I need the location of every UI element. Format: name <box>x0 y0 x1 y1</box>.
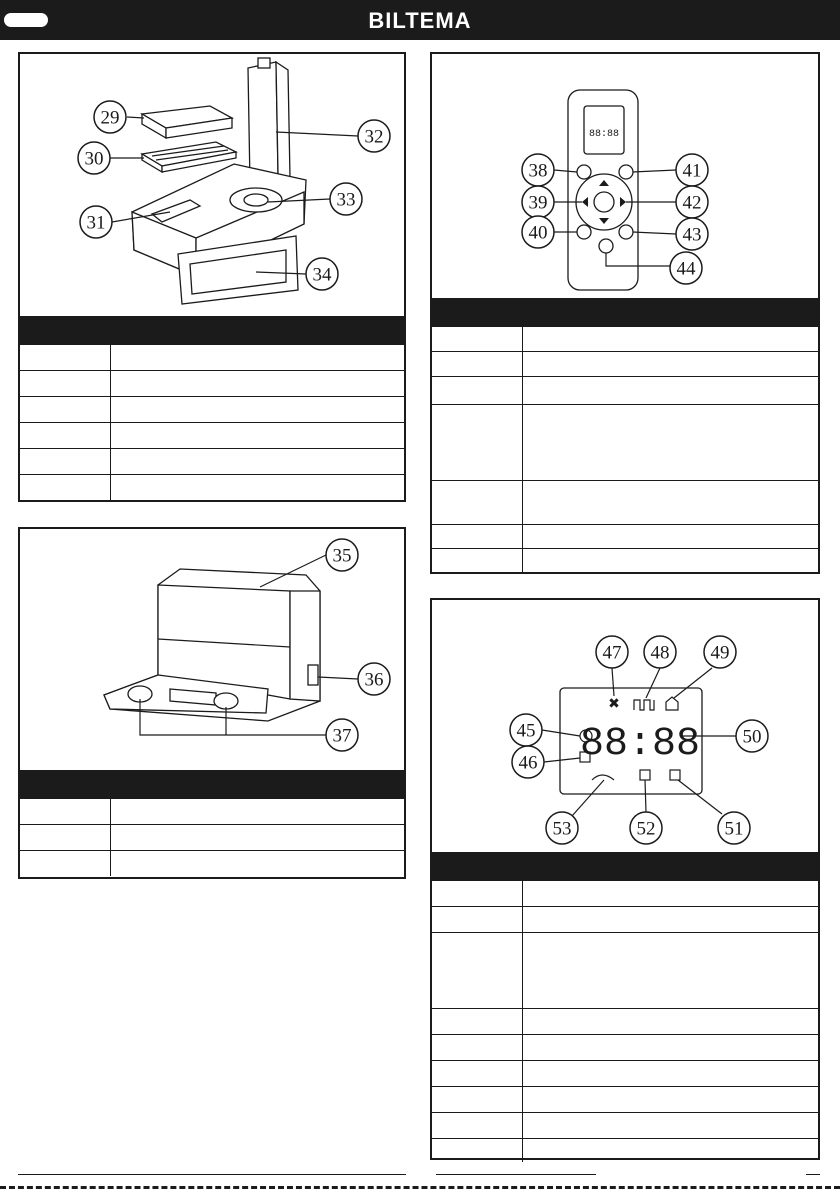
callout-29 <box>94 101 144 133</box>
table-row <box>20 344 404 370</box>
table-row <box>432 404 818 480</box>
svg-text:43: 43 <box>682 224 702 246</box>
svg-text:33: 33 <box>336 189 356 211</box>
svg-text:42: 42 <box>682 192 702 214</box>
footer-rule-middle <box>436 1174 596 1175</box>
svg-text:46: 46 <box>518 752 538 774</box>
remote-illustration <box>568 90 638 290</box>
table-row <box>432 1008 818 1034</box>
svg-text:41: 41 <box>682 160 702 182</box>
svg-text:38: 38 <box>528 160 548 182</box>
remote-panel <box>430 52 820 574</box>
svg-text:37: 37 <box>332 725 352 747</box>
table-row <box>20 370 404 396</box>
table-row <box>432 326 818 351</box>
display-illustration <box>560 688 702 794</box>
table-row <box>432 480 818 524</box>
table-row <box>20 422 404 448</box>
brand-logo: BILTEMA <box>368 8 472 33</box>
footer-rule-right <box>806 1174 820 1175</box>
table-row <box>20 824 404 850</box>
remote-buttons-table <box>432 298 818 574</box>
footer-rule-left <box>18 1174 406 1175</box>
table-row <box>20 850 404 876</box>
dock-parts-table <box>20 770 404 876</box>
svg-text:39: 39 <box>528 192 548 214</box>
table-row <box>432 1138 818 1162</box>
svg-text:47: 47 <box>602 642 622 664</box>
table-row <box>20 448 404 474</box>
svg-text:52: 52 <box>636 818 656 840</box>
dock-illustration <box>104 569 320 721</box>
svg-text:48: 48 <box>650 642 670 664</box>
table-row <box>432 376 818 404</box>
svg-text:34: 34 <box>312 264 332 286</box>
svg-text:29: 29 <box>100 107 120 129</box>
table-header-bar <box>20 770 404 798</box>
table-row <box>432 1034 818 1060</box>
table-row <box>432 880 818 906</box>
table-header-bar <box>432 852 818 880</box>
remote-figure <box>432 54 818 298</box>
table-header-bar <box>20 316 404 344</box>
filter-frame-illustration <box>142 142 236 172</box>
dock-panel <box>18 527 406 879</box>
table-row <box>432 932 818 1008</box>
table-row <box>432 524 818 548</box>
callout-36 <box>318 663 390 695</box>
table-row <box>432 906 818 932</box>
svg-text:30: 30 <box>84 148 104 170</box>
svg-text:49: 49 <box>710 642 730 664</box>
dustbin-figure <box>20 54 404 316</box>
cut-line <box>0 1186 840 1189</box>
filter-pad-illustration <box>142 106 232 138</box>
svg-text:45: 45 <box>516 720 536 742</box>
callout-32 <box>276 120 390 152</box>
dustbin-lid-illustration <box>248 58 290 184</box>
table-row <box>432 1086 818 1112</box>
table-row <box>432 1060 818 1086</box>
callout-43 <box>633 218 708 250</box>
svg-text:31: 31 <box>86 212 106 234</box>
display-panel <box>430 598 820 1160</box>
svg-text:40: 40 <box>528 222 548 244</box>
callout-30 <box>78 142 144 174</box>
dock-figure <box>20 529 404 769</box>
display-figure <box>432 600 818 852</box>
svg-text:50: 50 <box>742 726 762 748</box>
callout-41 <box>633 154 708 186</box>
table-row <box>432 1112 818 1138</box>
svg-text:36: 36 <box>364 669 384 691</box>
dustbin-panel <box>18 52 406 502</box>
table-row <box>432 351 818 376</box>
svg-text:88:88: 88:88 <box>579 722 701 767</box>
table-row <box>432 548 818 574</box>
svg-text:35: 35 <box>332 545 352 567</box>
table-row <box>20 396 404 422</box>
svg-text:53: 53 <box>552 818 572 840</box>
table-row <box>20 474 404 500</box>
table-row <box>20 798 404 824</box>
display-symbols-table <box>432 852 818 1162</box>
fan-icon: ✖ <box>608 695 620 711</box>
svg-text:32: 32 <box>364 126 384 148</box>
dustbin-parts-table <box>20 316 404 500</box>
table-header-bar <box>432 298 818 326</box>
top-bar <box>0 0 840 40</box>
svg-text:88:88: 88:88 <box>588 129 620 140</box>
callout-47 <box>596 636 628 696</box>
svg-text:51: 51 <box>724 818 744 840</box>
svg-text:44: 44 <box>676 258 696 280</box>
